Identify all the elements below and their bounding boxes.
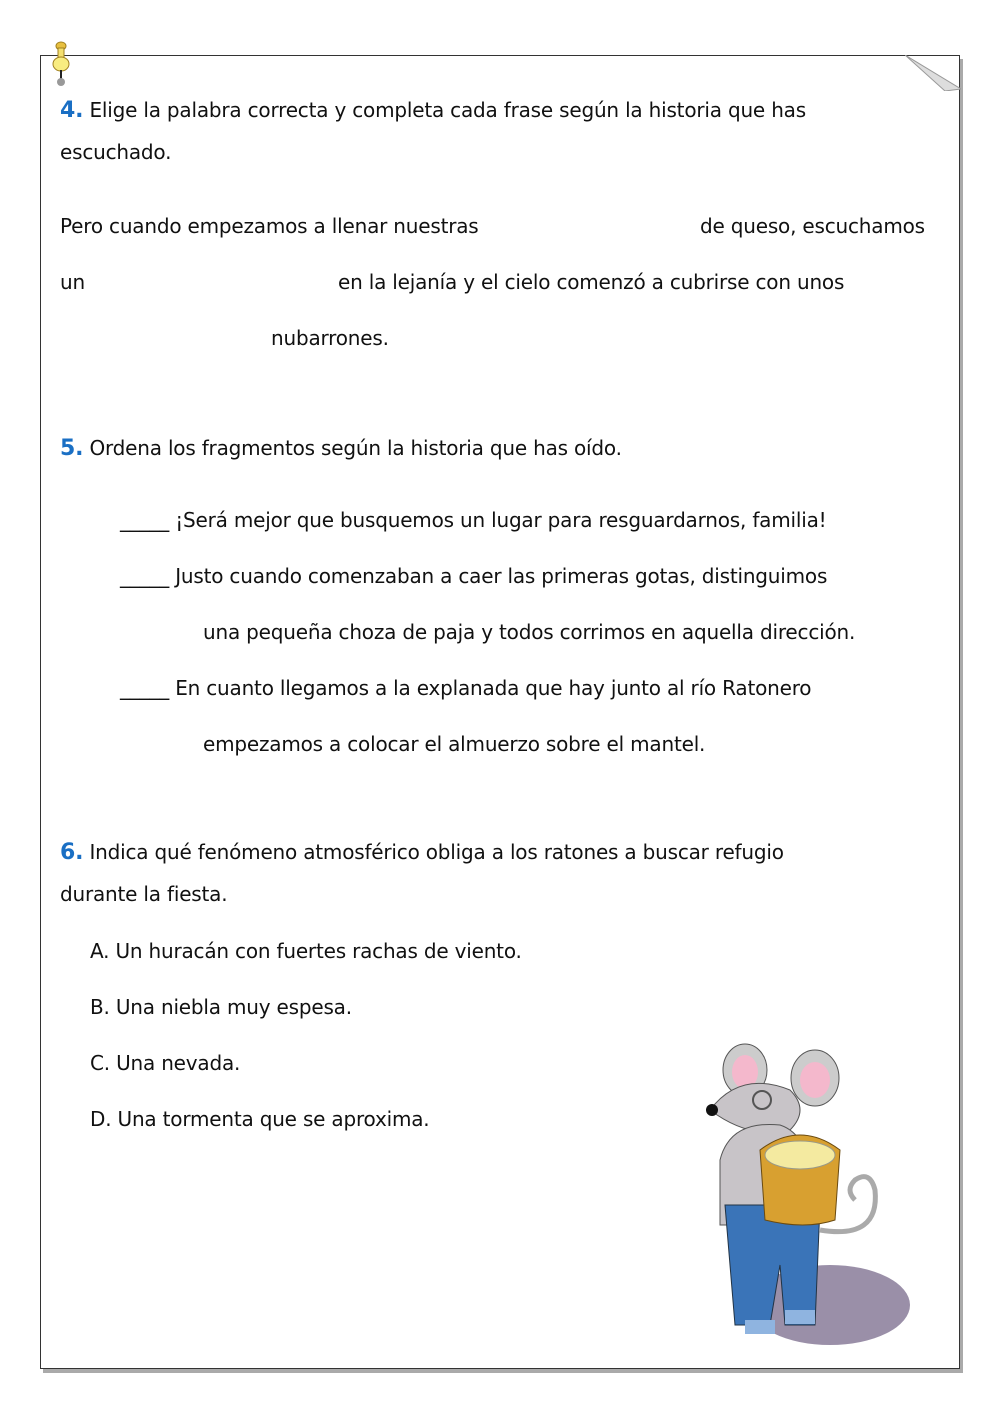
prompt-text: Elige la palabra correcta y completa cada frase según la historia que has: [89, 98, 806, 122]
blank-3-input[interactable]: [60, 324, 269, 354]
page-curl-icon: [905, 55, 961, 91]
order-blank[interactable]: _____: [120, 676, 170, 700]
question-5-prompt: [60, 436, 622, 461]
blank-1-input[interactable]: [515, 212, 699, 242]
order-blank[interactable]: _____: [120, 564, 170, 588]
fragment-2-cont: una pequeña choza de paja y todos corrimos en aquella dirección.: [203, 620, 856, 644]
prompt-text: Indica qué fenómeno atmosférico obliga a los ratones a buscar refugio: [89, 840, 784, 864]
question-6-prompt-cont: durante la fiesta.: [60, 882, 228, 906]
question-number: 6.: [60, 840, 84, 865]
sentence-1-end: de queso, escuchamos: [700, 214, 925, 238]
question-4-prompt-cont: escuchado.: [60, 140, 172, 164]
blank-2-input[interactable]: [95, 268, 334, 298]
fragment-1[interactable]: [120, 508, 826, 532]
prompt-text: Ordena los fragmentos según la historia que has oído.: [89, 436, 622, 460]
fragment-2[interactable]: [120, 564, 827, 588]
question-4-prompt: [60, 98, 806, 123]
question-number: 5.: [60, 436, 84, 461]
option-d[interactable]: D. Una tormenta que se aproxima.: [90, 1107, 430, 1131]
fragment-3-cont: empezamos a colocar el almuerzo sobre el mantel.: [203, 732, 706, 756]
fragment-text: ¡Será mejor que busquemos un lugar para resguardarnos, familia!: [175, 508, 827, 532]
sentence-2-start: un: [60, 270, 85, 294]
fragment-text: Justo cuando comenzaban a caer las primeras gotas, distinguimos: [175, 564, 828, 588]
question-number: 4.: [60, 98, 84, 123]
fragment-text: En cuanto llegamos a la explanada que hay junto al río Ratonero: [175, 676, 812, 700]
option-b[interactable]: B. Una niebla muy espesa.: [90, 995, 352, 1019]
order-blank[interactable]: _____: [120, 508, 170, 532]
sentence-3: nubarrones.: [271, 326, 389, 350]
fragment-3[interactable]: [120, 676, 811, 700]
option-c[interactable]: C. Una nevada.: [90, 1051, 241, 1075]
pushpin-icon: [46, 40, 76, 90]
option-a[interactable]: A. Un huracán con fuertes rachas de viento.: [90, 939, 522, 963]
question-6-prompt: [60, 840, 784, 865]
mouse-illustration: [700, 1040, 920, 1360]
sentence-2-end: en la lejanía y el cielo comenzó a cubrirse con unos: [338, 270, 845, 294]
sentence-1-start: Pero cuando empezamos a llenar nuestras: [60, 214, 479, 238]
